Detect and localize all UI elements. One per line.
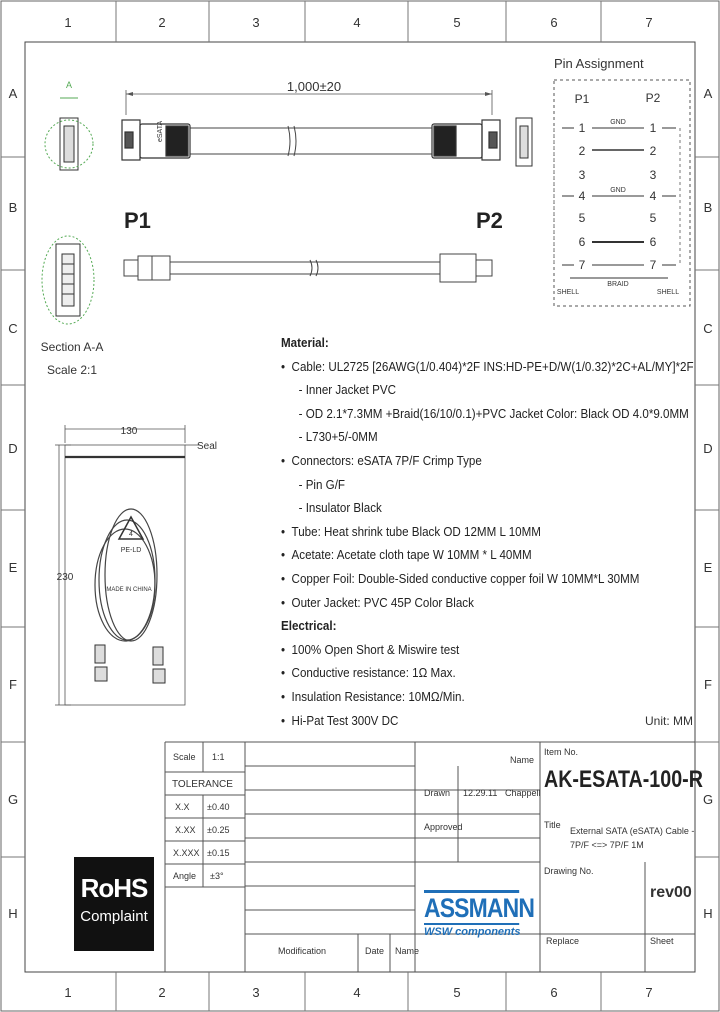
svg-text:D: D xyxy=(703,441,713,456)
unit-label: Unit: MM xyxy=(645,714,693,728)
svg-text:6: 6 xyxy=(578,235,586,249)
svg-text:7: 7 xyxy=(578,258,586,272)
svg-text:5: 5 xyxy=(453,985,461,1000)
svg-text:4: 4 xyxy=(649,189,657,203)
svg-text:5: 5 xyxy=(649,211,657,225)
date-label: Date xyxy=(365,946,385,956)
revision: rev00 xyxy=(650,884,692,901)
svg-text:E: E xyxy=(703,560,713,575)
svg-text:7: 7 xyxy=(645,985,653,1000)
svg-text:eSATA: eSATA xyxy=(157,120,164,142)
svg-text:MADE IN CHINA: MADE IN CHINA xyxy=(106,587,152,593)
svg-text:6: 6 xyxy=(550,985,558,1000)
svg-text:SHELL: SHELL xyxy=(656,289,680,296)
sheet-label: Sheet xyxy=(650,936,674,946)
svg-text:B: B xyxy=(703,200,713,215)
pin-assignment-title: Pin Assignment xyxy=(554,56,644,71)
drawn-name: Chappell xyxy=(505,788,541,798)
svg-text:4: 4 xyxy=(129,531,133,538)
svg-text:2: 2 xyxy=(649,144,657,158)
rohs-badge: RoHS Complaint xyxy=(74,857,154,951)
svg-text:C: C xyxy=(8,321,18,336)
modification-label: Modification xyxy=(278,946,327,956)
approved-label: Approved xyxy=(424,822,463,832)
drawing-no-label: Drawing No. xyxy=(544,866,594,876)
svg-text:2: 2 xyxy=(158,985,166,1000)
svg-text:E: E xyxy=(8,560,18,575)
col-7: 7 xyxy=(645,15,653,30)
electrical-heading: Electrical: xyxy=(281,618,337,634)
svg-text:3: 3 xyxy=(252,985,260,1000)
item-no-label: Item No. xyxy=(544,747,579,757)
col-2: 2 xyxy=(158,15,166,30)
length-dimension: 1,000±20 xyxy=(286,79,342,94)
title-line2: 7P/F <=> 7P/F 1M xyxy=(570,840,644,850)
section-title: Section A-A xyxy=(40,340,104,354)
svg-text:130: 130 xyxy=(120,426,138,437)
name-label-bottom: Name xyxy=(395,946,420,956)
drawn-date: 12.29.11 xyxy=(463,788,498,798)
svg-text:1: 1 xyxy=(64,985,72,1000)
svg-text:A: A xyxy=(703,86,713,101)
col-3: 3 xyxy=(252,15,260,30)
svg-text:3: 3 xyxy=(578,168,586,182)
item-number: AK-ESATA-100-R xyxy=(544,766,703,793)
title-label: Title xyxy=(544,820,561,830)
col-5: 5 xyxy=(453,15,461,30)
svg-text:1: 1 xyxy=(649,121,657,135)
assmann-logo: ASSMANN WSW components xyxy=(424,890,536,934)
svg-text:2: 2 xyxy=(578,144,586,158)
svg-text:PE-LD: PE-LD xyxy=(120,547,142,554)
svg-text:GND: GND xyxy=(610,187,626,194)
material-heading: Material: xyxy=(281,335,329,350)
drawn-label: Drawn xyxy=(424,788,451,798)
svg-text:230: 230 xyxy=(56,572,74,583)
col-6: 6 xyxy=(550,15,558,30)
col-1: 1 xyxy=(64,15,72,30)
svg-text:6: 6 xyxy=(649,235,657,249)
svg-text:1: 1 xyxy=(578,121,586,135)
scale-value: 1:1 xyxy=(212,752,225,762)
section-scale: Scale 2:1 xyxy=(46,363,98,377)
svg-text:5: 5 xyxy=(578,211,586,225)
svg-text:B: B xyxy=(8,200,18,215)
title-line1: External SATA (eSATA) Cable - xyxy=(570,826,695,836)
svg-text:H: H xyxy=(8,906,18,921)
svg-text:C: C xyxy=(703,321,713,336)
p2-label: P2 xyxy=(476,208,503,233)
svg-text:4: 4 xyxy=(353,985,361,1000)
svg-text:G: G xyxy=(702,792,714,807)
tolerance-label: TOLERANCE xyxy=(172,779,233,790)
svg-text:7: 7 xyxy=(649,258,657,272)
name-label: Name xyxy=(510,755,535,765)
svg-text:F: F xyxy=(9,677,17,692)
svg-text:G: G xyxy=(7,792,19,807)
svg-text:SHELL: SHELL xyxy=(556,289,580,296)
svg-text:D: D xyxy=(8,441,18,456)
svg-text:P2: P2 xyxy=(645,91,661,105)
svg-text:P1: P1 xyxy=(574,92,590,106)
seal-label: Seal xyxy=(197,441,218,452)
svg-text:BRAID: BRAID xyxy=(607,281,629,288)
svg-text:3: 3 xyxy=(649,168,657,182)
replace-label: Replace xyxy=(546,936,580,946)
scale-label: Scale xyxy=(173,752,196,762)
svg-text:4: 4 xyxy=(578,189,586,203)
col-4: 4 xyxy=(353,15,361,30)
svg-text:H: H xyxy=(703,906,713,921)
svg-text:GND: GND xyxy=(610,119,626,126)
svg-text:A: A xyxy=(8,86,18,101)
specifications: Material: • Cable: UL2725 [26AWG(1/0.404)*2F INS:HD-PE+D/W(1/0.32)*2C+AL/MY]*2F - Inner Jacket PVC - OD 2.1*7.3MM +Braid(16/10/0.1)+PVC Jacket Color: Black OD 4.0*9.0MM - L730+5/-0MM • Connectors: eSATA 7P/F Crimp Type - Pin G/F - Insulator Black • Tube: Heat shrink tube Black OD 12MM L 10MM • Acetate: Acetate cloth tape W 10MM * L 40MM • Copper Foil: Double-Sided conductive copper foil W 10MM*L 30MM • Outer Jacket: PVC 45P Color Black Electrical: • 100% Open Short & Miswire test • Conductive resistance: 1Ω Max. • Insulation Resistance: 10MΩ/Min. • Hi-Pat Test 300V DC xyxy=(281,331,651,732)
svg-text:F: F xyxy=(704,677,712,692)
section-marker: A xyxy=(65,80,73,90)
p1-label: P1 xyxy=(124,208,151,233)
